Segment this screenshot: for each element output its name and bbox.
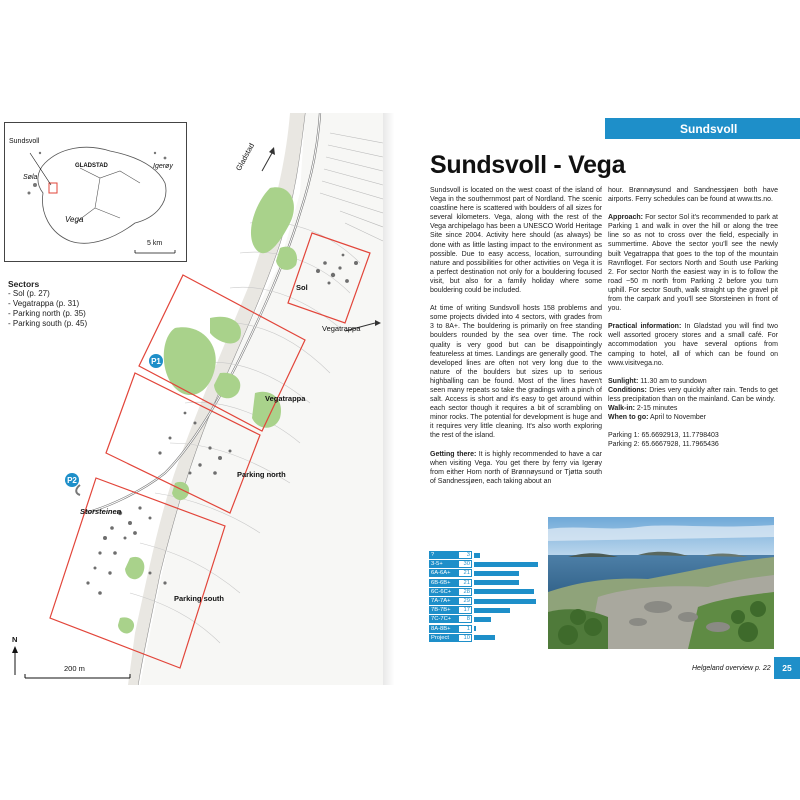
page-number: 25 <box>774 657 800 679</box>
grade-count: 21 <box>458 579 472 587</box>
getting-there-paragraph <box>430 450 602 486</box>
inset-label-igeroy: Igerøy <box>153 163 173 170</box>
sector-label-parking-south: Parking south <box>174 594 225 603</box>
text-column-left <box>430 186 602 495</box>
intro-paragraph: Sundsvoll is located on the west coast of the island of Vega in the southernmost part of Nordland. The scenic coastline here is scattered with boulders of all sizes for several kilometers. Vega, along with the rest of the Vega archipelago has been a UNESCO World Heritage Site since 2004. Activity here should (as always) be done with as little lasting impact to the environment as possible. Due to easy access, location, surrounding nature and possibilities for other activities on Vega it is a perfect destination not only for a bouldering focused visit, but also for a family holiday where some bouldering could be included. <box>430 187 602 295</box>
chapter-tab-label: Sundsvoll <box>680 122 738 136</box>
grade-label: 7A-7A+ <box>429 597 458 605</box>
grade-row <box>429 625 476 633</box>
sector-link-parking-south[interactable]: - Parking south (p. 45) <box>8 319 88 328</box>
grade-label: 3-5+ <box>429 560 458 568</box>
sector-link-sol[interactable]: - Sol (p. 27) <box>8 289 50 298</box>
inset-map <box>4 122 187 262</box>
inset-scale-label: 5 km <box>147 240 163 247</box>
grade-bar <box>474 589 534 594</box>
footer-crossref[interactable]: Helgeland overview p. 22 <box>692 665 771 672</box>
grade-label: 6B-6B+ <box>429 579 458 587</box>
grade-count: 8 <box>458 615 472 623</box>
grade-count: 10 <box>458 634 472 642</box>
approach-text: For sector Sol it's recommended to park at Parking 1 and walk in over the hill or along the tree line so as not to cross over the field, especially in summertime. Above the sector you'll see the newly built Vegatrappa that goes to the top of the mountain Ravnfloget. For sectors North and South use Parking 2. For sector North the easiest way in is to follow the road ~50 m north from Parking 2 before you turn uphill. For sector South, walk straight up the gravel pit from the carpark and you'll see Storsteinen in front of you. <box>608 214 778 313</box>
grade-row <box>429 551 480 559</box>
inset-label-vega: Vega <box>65 215 84 224</box>
approach-paragraph <box>608 213 778 313</box>
parking-2-marker[interactable]: P2 <box>65 473 79 487</box>
sectors-legend <box>8 279 87 329</box>
getting-there-heading: Getting there: <box>430 450 477 458</box>
map-scale-label: 200 m <box>64 664 85 673</box>
grade-label: Project <box>429 634 458 642</box>
practical-text: In Gladstad you will find two well assorted grocery stores and a small café. For accommodation you have several options from camping to hotel, all of which can be found on www.visitvega.no. <box>608 323 778 367</box>
approach-heading: Approach: <box>608 214 643 222</box>
grade-label: 6A-6A+ <box>429 569 458 577</box>
page-title: Sundsvoll - Vega <box>430 151 626 179</box>
grade-label: 6C-6C+ <box>429 588 458 596</box>
north-arrow-label: N <box>12 635 18 644</box>
book-gutter <box>383 113 402 685</box>
grade-count: 1 <box>458 625 472 633</box>
grade-row <box>429 569 519 577</box>
ferry-paragraph: hour. Brønnøysund and Sandnessjøen both have airports. Ferry schedules can be found at www.tts.no. <box>608 187 778 204</box>
when-heading: When to go: <box>608 414 649 422</box>
practical-paragraph <box>608 322 778 367</box>
sectors-paragraph: At time of writing Sundsvoll hosts 158 problems and some projects divided into 4 sectors, with grades from 3 to 8A+. The bouldering is primarily on free standing boulders rounded by the sea over time. The rock quality is very good but can be disappointingly featureless at times. Landings are generally good. The developed lines are often not very long due to the nature of the boulders but sizes up to serious highballing can be found. Most of the lines haven't seen many repeats so take the gradings with a pinch of salt. Access is short and it's easy to get around within each sector though it requires a bit of scrambling on minor rocks. The potential for development is huge and it requires very little cleaning. It's also worth exploring the rest of the island. <box>430 305 602 440</box>
sector-link-vegatrappa[interactable]: - Vegatrappa (p. 31) <box>8 299 80 308</box>
facts-block <box>608 377 778 422</box>
parking-1-marker[interactable]: P1 <box>149 354 163 368</box>
grade-row <box>429 606 510 614</box>
conditions-heading: Conditions: <box>608 386 647 394</box>
boulder-label-storsteinen: Storsteinen <box>80 507 122 516</box>
grade-row <box>429 560 538 568</box>
grade-bar <box>474 571 519 576</box>
landscape-photo <box>548 517 774 649</box>
text-column-right <box>608 186 778 458</box>
grade-label: 7B-7B+ <box>429 606 458 614</box>
when-text: April to November <box>648 414 707 422</box>
parking-1-coords: Parking 1: 65.6692913, 11.7798403 <box>608 432 719 440</box>
grade-count: 3 <box>458 551 472 559</box>
practical-heading: Practical information: <box>608 323 682 331</box>
grade-bar <box>474 617 491 622</box>
sunlight-heading: Sunlight: <box>608 377 639 385</box>
grade-label: 7C-7C+ <box>429 615 458 623</box>
chapter-tab <box>605 118 800 139</box>
grade-row <box>429 597 536 605</box>
grade-bar <box>474 562 538 567</box>
grade-bar <box>474 635 495 640</box>
inset-label-sundsvoll: Sundsvoll <box>9 138 40 145</box>
grade-bar <box>474 553 480 558</box>
text-page <box>402 113 800 685</box>
inset-label-sola: Søla <box>23 174 38 181</box>
grade-distribution-chart <box>429 551 539 651</box>
walkin-heading: Walk-in: <box>608 404 635 412</box>
parking-coordinates <box>608 431 778 449</box>
sector-link-parking-north[interactable]: - Parking north (p. 35) <box>8 309 86 318</box>
grade-label: ? <box>429 551 458 559</box>
parking-2-coords: Parking 2: 65.6667928, 11.7965436 <box>608 441 719 449</box>
getting-there-text: It is highly recommended to have a car when visiting Vega. You get there by ferry via Igerøy from either Horn north of Brønnøysund or Tjøtta south of Sandnessjøen, each taking about an <box>430 450 602 485</box>
inset-label-gladstad: GLADSTAD <box>75 163 108 169</box>
grade-count: 29 <box>458 597 472 605</box>
conditions-text: Dries very quickly after rain. Tends to get less precipitation than on the mainland. Can be windy. <box>608 386 778 403</box>
grade-row <box>429 579 519 587</box>
sector-label-sol: Sol <box>296 283 308 292</box>
road-label-gladstad: Gladstad <box>234 141 257 173</box>
grade-count: 30 <box>458 560 472 568</box>
grade-bar <box>474 599 536 604</box>
grade-label: 8A-8B+ <box>429 625 458 633</box>
sunlight-text: 11.30 am to sundown <box>638 377 707 385</box>
map-page <box>0 113 383 685</box>
grade-bar <box>474 608 510 613</box>
grade-row <box>429 615 491 623</box>
walkin-text: 2-15 minutes <box>634 404 678 412</box>
grade-row <box>429 634 495 642</box>
grade-bar <box>474 580 519 585</box>
photo-illustration <box>548 517 774 649</box>
grade-count: 17 <box>458 606 472 614</box>
grade-count: 28 <box>458 588 472 596</box>
grade-count: 21 <box>458 569 472 577</box>
road-label-vegatrappa: Vegatrappa <box>322 324 361 333</box>
sector-label-parking-north: Parking north <box>237 470 286 479</box>
sector-label-vegatrappa: Vegatrappa <box>265 394 306 403</box>
grade-bar <box>474 626 476 631</box>
grade-row <box>429 588 534 596</box>
sectors-heading: Sectors <box>8 279 40 289</box>
